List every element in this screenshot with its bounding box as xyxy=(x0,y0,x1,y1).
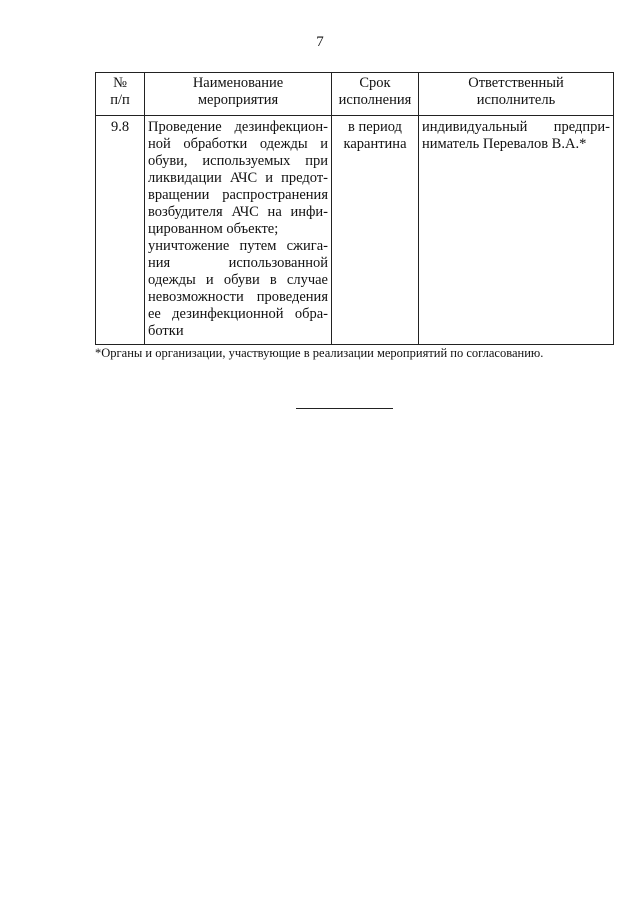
responsible-line: индивидуальный предпри- xyxy=(422,119,610,135)
name-line: вращении распространения xyxy=(148,187,328,203)
table-header-row xyxy=(96,73,614,116)
name-line: одежды и обуви в случае xyxy=(148,272,328,288)
name-line: ботки xyxy=(148,323,184,339)
row-term xyxy=(332,116,419,345)
header-term xyxy=(332,73,419,116)
measures-table xyxy=(95,72,614,345)
name-line: невозможности проведения xyxy=(148,289,328,305)
name-line: обуви, используемых при xyxy=(148,153,328,169)
name-line: ликвидации АЧС и предот- xyxy=(148,170,328,186)
header-responsible-line-1: Ответственный xyxy=(468,75,564,91)
header-num xyxy=(96,73,145,116)
header-num-line-2: п/п xyxy=(110,92,130,108)
header-name xyxy=(145,73,332,116)
end-rule xyxy=(296,408,393,409)
header-name-line-2: мероприятия xyxy=(197,92,279,108)
term-line: карантина xyxy=(343,136,407,152)
name-line: цированном объекте; xyxy=(148,221,279,237)
header-responsible-line-2: исполнитель xyxy=(476,92,556,108)
footnote: *Органы и организации, участвующие в реализации мероприятий по согласованию. xyxy=(95,346,544,360)
header-name-line-1: Наименование xyxy=(192,75,284,91)
responsible-line: ниматель Перевалов В.А.* xyxy=(422,136,587,152)
name-line: ее дезинфекционной обра- xyxy=(148,306,328,322)
table-row xyxy=(96,116,614,345)
name-line: Проведение дезинфекцион- xyxy=(148,119,328,135)
row-num: 9.8 xyxy=(96,116,145,345)
name-line: ния использованной xyxy=(148,255,328,271)
name-line: уничтожение путем сжига- xyxy=(148,238,328,254)
header-num-line-1: № xyxy=(113,75,127,91)
header-responsible xyxy=(419,73,614,116)
row-responsible xyxy=(419,116,614,345)
header-term-line-2: исполнения xyxy=(338,92,412,108)
term-line: в период xyxy=(348,119,402,135)
name-line: возбудителя АЧС на инфи- xyxy=(148,204,328,220)
page-number: 7 xyxy=(316,34,324,50)
name-line: ной обработки одежды и xyxy=(148,136,328,152)
row-name xyxy=(145,116,332,345)
header-term-line-1: Срок xyxy=(359,75,391,91)
